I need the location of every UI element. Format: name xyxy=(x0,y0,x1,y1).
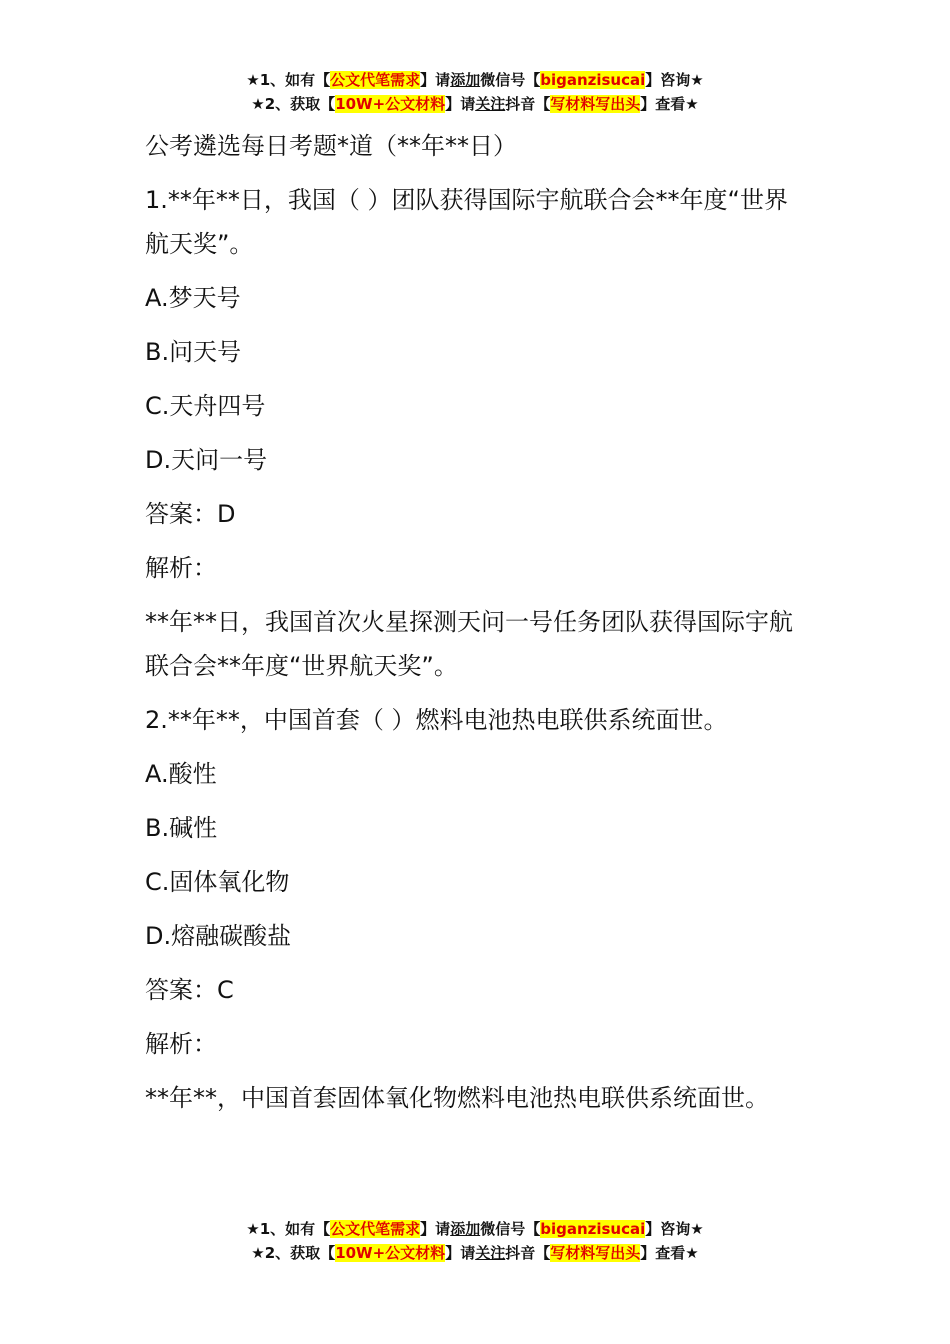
question-1-option-a: A.梦天号 xyxy=(145,284,241,312)
banner-text: ★2、获取【 xyxy=(251,95,336,113)
document-body xyxy=(145,124,810,1120)
banner-text: 微信号【 xyxy=(480,1220,541,1238)
header-banner xyxy=(0,68,950,116)
banner-text: 】查看★ xyxy=(640,1244,699,1262)
banner-text: 】查看★ xyxy=(640,95,699,113)
banner-text: 抖音【 xyxy=(505,1244,551,1262)
banner-highlight: biganzisucai xyxy=(540,1220,646,1238)
question-2-stem: 2.**年**，中国首套（ ）燃料电池热电联供系统面世。 xyxy=(145,706,728,734)
question-2-option-a: A.酸性 xyxy=(145,760,217,788)
question-1-option-c: C.天舟四号 xyxy=(145,392,266,420)
document-title: 公考遴选每日考题*道（**年**日） xyxy=(145,132,517,160)
banner-highlight: 写材料写出头 xyxy=(550,1244,641,1262)
banner-line-2 xyxy=(0,92,950,116)
question-2-option-d: D.熔融碳酸盐 xyxy=(145,922,292,950)
question-1-option-d: D.天问一号 xyxy=(145,446,268,474)
banner-text: ★1、如有【 xyxy=(246,1220,331,1238)
footer-banner xyxy=(0,1217,950,1265)
banner-highlight: 写材料写出头 xyxy=(550,95,641,113)
banner-text: 】咨询★ xyxy=(645,1220,704,1238)
question-2-answer: 答案：C xyxy=(145,976,234,1004)
banner-text: 】请 xyxy=(420,1220,451,1238)
banner-text: ★2、获取【 xyxy=(251,1244,336,1262)
banner-highlight: 10W+公文材料 xyxy=(335,95,446,113)
question-1-option-b: B.问天号 xyxy=(145,338,242,366)
banner-underlined-text: 关注 xyxy=(475,1244,506,1262)
question-1-stem: 1.**年**日，我国（ ）团队获得国际宇航联合会**年度“世界航天奖”。 xyxy=(145,186,788,258)
banner-line-1 xyxy=(0,1217,950,1241)
banner-text: 】请 xyxy=(445,1244,476,1262)
banner-underlined-text: 添加 xyxy=(450,1220,481,1238)
question-2-option-b: B.碱性 xyxy=(145,814,218,842)
question-1-answer: 答案：D xyxy=(145,500,236,528)
question-1-analysis-label: 解析： xyxy=(145,554,217,582)
question-2-option-c: C.固体氧化物 xyxy=(145,868,290,896)
banner-line-1 xyxy=(0,68,950,92)
banner-highlight: biganzisucai xyxy=(540,71,646,89)
banner-highlight: 公文代笔需求 xyxy=(330,1220,421,1238)
banner-highlight: 公文代笔需求 xyxy=(330,71,421,89)
banner-text: 抖音【 xyxy=(505,95,551,113)
banner-text: ★1、如有【 xyxy=(246,71,331,89)
banner-text: 微信号【 xyxy=(480,71,541,89)
question-1-analysis: **年**日，我国首次火星探测天问一号任务团队获得国际宇航联合会**年度“世界航天奖”。 xyxy=(145,608,793,680)
banner-line-2 xyxy=(0,1241,950,1265)
banner-text: 】咨询★ xyxy=(645,71,704,89)
banner-text: 】请 xyxy=(445,95,476,113)
banner-text: 】请 xyxy=(420,71,451,89)
banner-highlight: 10W+公文材料 xyxy=(335,1244,446,1262)
question-2-analysis-label: 解析： xyxy=(145,1030,217,1058)
banner-underlined-text: 添加 xyxy=(450,71,481,89)
question-2-analysis: **年**，中国首套固体氧化物燃料电池热电联供系统面世。 xyxy=(145,1084,769,1112)
banner-underlined-text: 关注 xyxy=(475,95,506,113)
